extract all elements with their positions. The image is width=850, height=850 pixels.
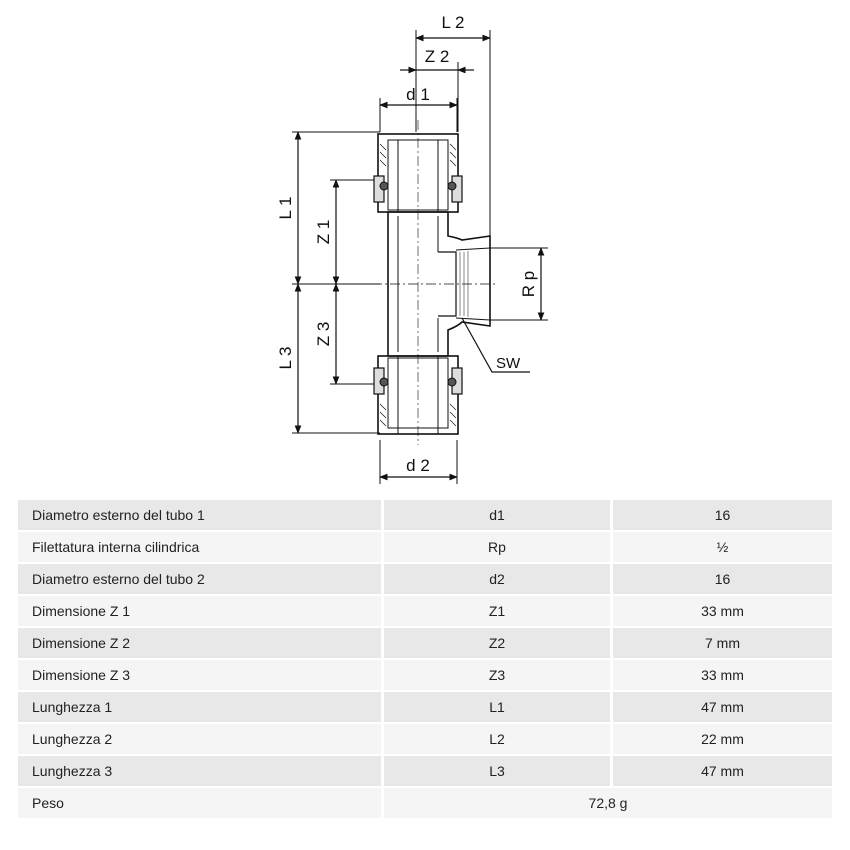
- weight-label: Peso: [18, 788, 384, 818]
- table-row: [18, 724, 832, 754]
- row-value: 7 mm: [613, 628, 832, 658]
- weight-value: 72,8 g: [384, 788, 832, 818]
- row-symbol: Rp: [384, 532, 613, 562]
- row-label: Dimensione Z 2: [18, 628, 384, 658]
- table-row: [18, 532, 832, 562]
- row-label: Diametro esterno del tubo 1: [18, 500, 384, 530]
- row-label: Lunghezza 1: [18, 692, 384, 722]
- row-value: 47 mm: [613, 692, 832, 722]
- row-value: ½: [613, 532, 832, 562]
- label-l3: L 3: [276, 346, 295, 370]
- label-rp: R p: [519, 270, 538, 298]
- table-row: [18, 660, 832, 690]
- table-row: [18, 756, 832, 786]
- label-d1: d 1: [406, 85, 430, 104]
- label-sw: SW: [496, 355, 521, 372]
- row-label: Diametro esterno del tubo 2: [18, 564, 384, 594]
- row-value: 16: [613, 500, 832, 530]
- table-row: [18, 500, 832, 530]
- row-symbol: Z1: [384, 596, 613, 626]
- row-symbol: d2: [384, 564, 613, 594]
- dimension-labels: [276, 13, 538, 475]
- row-label: Filettatura interna cilindrica: [18, 532, 384, 562]
- table-row: [18, 692, 832, 722]
- row-value: 47 mm: [613, 756, 832, 786]
- row-value: 22 mm: [613, 724, 832, 754]
- row-value: 33 mm: [613, 660, 832, 690]
- row-symbol: Z2: [384, 628, 613, 658]
- row-symbol: d1: [384, 500, 613, 530]
- row-label: Dimensione Z 3: [18, 660, 384, 690]
- row-symbol: L2: [384, 724, 613, 754]
- label-l1: L 1: [276, 196, 295, 220]
- label-z2: Z 2: [424, 47, 450, 66]
- table-row: [18, 628, 832, 658]
- label-l2: L 2: [441, 13, 465, 32]
- row-symbol: L1: [384, 692, 613, 722]
- row-label: Lunghezza 2: [18, 724, 384, 754]
- label-z1: Z 1: [314, 219, 333, 245]
- row-label: Lunghezza 3: [18, 756, 384, 786]
- row-value: 16: [613, 564, 832, 594]
- label-d2: d 2: [406, 456, 430, 475]
- row-symbol: L3: [384, 756, 613, 786]
- row-label: Dimensione Z 1: [18, 596, 384, 626]
- row-symbol: Z3: [384, 660, 613, 690]
- table-row: [18, 564, 832, 594]
- label-z3: Z 3: [314, 321, 333, 347]
- table-row-weight: [18, 788, 832, 818]
- table-row: [18, 596, 832, 626]
- row-value: 33 mm: [613, 596, 832, 626]
- specifications-table: [18, 498, 832, 820]
